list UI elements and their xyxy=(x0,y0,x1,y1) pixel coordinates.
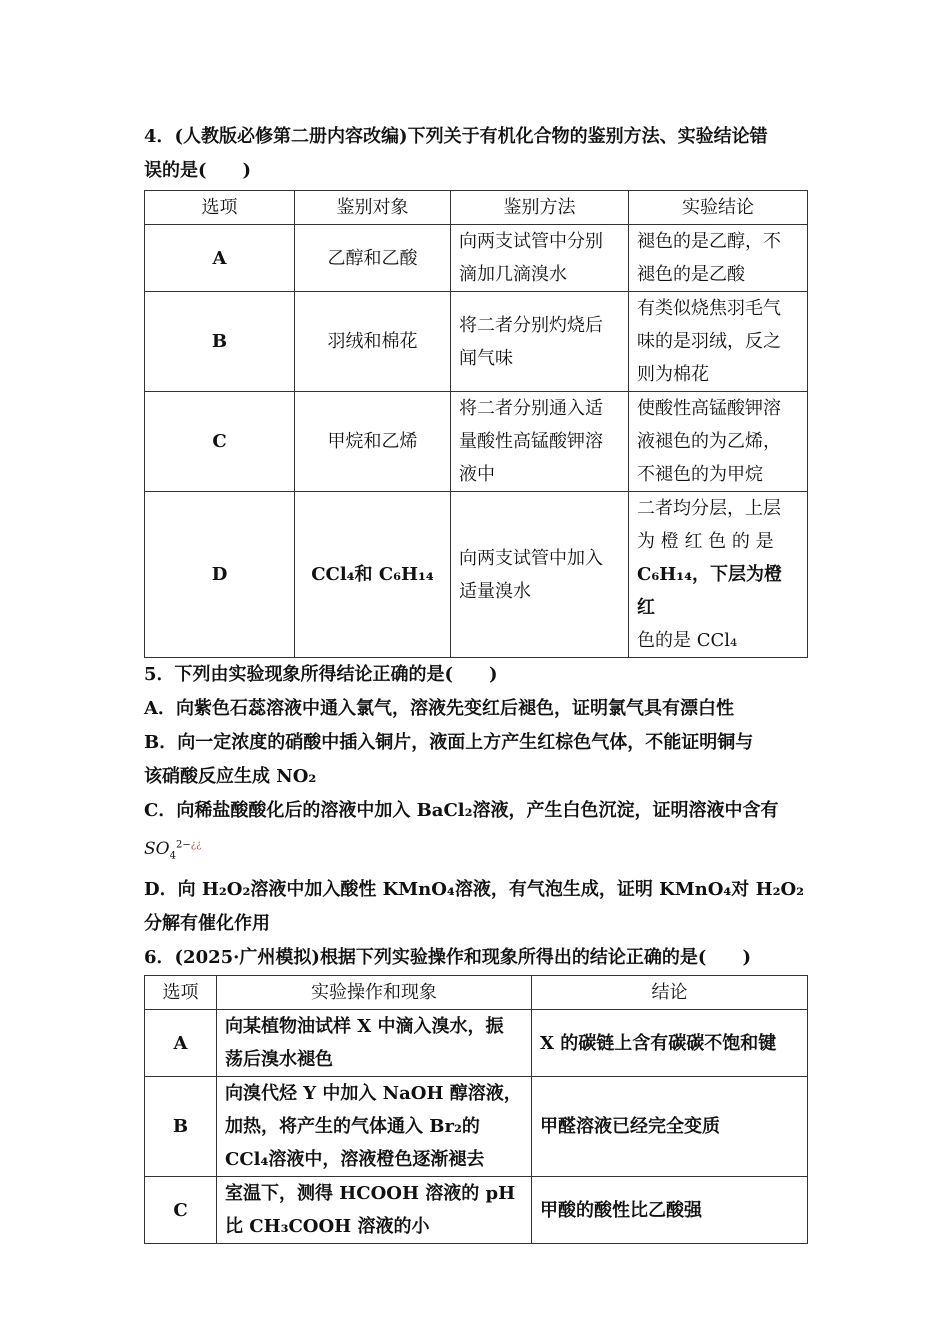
q6-table xyxy=(144,975,808,1244)
result-cell: 二者均分层，上层 为 橙 红 色 的 是 C₆H₁₄，下层为橙红 色的是 CCl₄ xyxy=(629,492,808,658)
q4-table xyxy=(144,190,808,658)
conclusion-cell: 甲醛溶液已经完全变质 xyxy=(532,1077,808,1177)
conclusion-cell: 甲酸的酸性比乙酸强 xyxy=(532,1177,808,1244)
q4-stem-line2: 误的是( ) xyxy=(144,160,252,181)
q4-source: (人教版必修第二册内容改编) xyxy=(174,126,408,147)
object-cell: 甲烷和乙烯 xyxy=(295,392,451,492)
q5-option-d: D．向 H₂O₂溶液中加入酸性 KMnO₄溶液，有气泡生成，证明 KMnO₄对 H₂O₂ xyxy=(144,879,805,901)
table-header-row xyxy=(145,976,808,1010)
operation-cell: 向溴代烃 Y 中加入 NaOH 醇溶液， 加热，将产生的气体通入 Br₂的 CCl₄溶液中，溶液橙色逐渐褪去 xyxy=(217,1077,532,1177)
option-label: C xyxy=(145,1177,217,1244)
table-row xyxy=(145,1010,808,1077)
result-cell: 有类似烧焦羽毛气 味的是羽绒，反之 则为棉花 xyxy=(629,292,808,392)
q4-stem: 4．(人教版必修第二册内容改编)下列关于有机化合物的鉴别方法、实验结论错 xyxy=(144,126,768,147)
q6-source: (2025·广州模拟) xyxy=(174,947,320,969)
operation-cell: 向某植物油试样 X 中滴入溴水，振 荡后溴水褪色 xyxy=(217,1010,532,1077)
method-cell: 将二者分别通入适 量酸性高锰酸钾溶 液中 xyxy=(451,392,629,492)
header-cell: 实验操作和现象 xyxy=(217,976,532,1010)
result-cell: 使酸性高锰酸钾溶 液褪色的为乙烯， 不褪色的为甲烷 xyxy=(629,392,808,492)
q5-option-b-line2: 该硝酸反应生成 NO₂ xyxy=(144,766,317,787)
q5-option-c-line2 xyxy=(144,828,807,873)
method-cell: 将二者分别灼烧后 闻气味 xyxy=(451,292,629,392)
method-cell: 向两支试管中分别 滴加几滴溴水 xyxy=(451,225,629,292)
q5-option-b: B．向一定浓度的硝酸中插入铜片，液面上方产生红棕色气体，不能证明铜与 xyxy=(144,732,754,753)
option-label: B xyxy=(145,1077,217,1177)
option-label: D xyxy=(145,492,295,658)
q5-option-c: C．向稀盐酸酸化后的溶液中加入 BaCl₂溶液，产生白色沉淀，证明溶液中含有 xyxy=(144,800,779,821)
object-cell: CCl₄和 C₆H₁₄ xyxy=(295,492,451,658)
table-row xyxy=(145,492,808,658)
object-cell: 乙醇和乙酸 xyxy=(295,225,451,292)
q5-option-a: A．向紫色石蕊溶液中通入氯气，溶液先变红后褪色，证明氯气具有漂白性 xyxy=(144,698,734,719)
table-header-row xyxy=(145,191,808,225)
option-label: A xyxy=(145,225,295,292)
option-label: A xyxy=(145,1010,217,1077)
table-row xyxy=(145,1077,808,1177)
header-cell: 选项 xyxy=(145,976,217,1010)
table-row xyxy=(145,292,808,392)
header-cell: 实验结论 xyxy=(629,191,808,225)
q5-option-d-line2: 分解有催化作用 xyxy=(144,913,270,935)
table-row xyxy=(145,225,808,292)
header-cell: 鉴别对象 xyxy=(295,191,451,225)
method-cell: 向两支试管中加入 适量溴水 xyxy=(451,492,629,658)
header-cell: 结论 xyxy=(532,976,808,1010)
option-label: B xyxy=(145,292,295,392)
object-cell: 羽绒和棉花 xyxy=(295,292,451,392)
operation-cell: 室温下，测得 HCOOH 溶液的 pH 比 CH₃COOH 溶液的小 xyxy=(217,1177,532,1244)
document-page xyxy=(144,120,807,1244)
table-row xyxy=(145,392,808,492)
q6-stem: 6．(2025·广州模拟)根据下列实验操作和现象所得出的结论正确的是( ) xyxy=(144,947,751,969)
conclusion-cell: X 的碳链上含有碳碳不饱和键 xyxy=(532,1010,808,1077)
option-label: C xyxy=(145,392,295,492)
header-cell: 鉴别方法 xyxy=(451,191,629,225)
table-row xyxy=(145,1177,808,1244)
header-cell: 选项 xyxy=(145,191,295,225)
result-cell: 褪色的是乙醇，不 褪色的是乙酸 xyxy=(629,225,808,292)
q5-stem: 5．下列由实验现象所得结论正确的是( ) xyxy=(144,664,498,685)
sulfate-formula: $SO_4^{2-¿¿}$ xyxy=(144,838,202,862)
